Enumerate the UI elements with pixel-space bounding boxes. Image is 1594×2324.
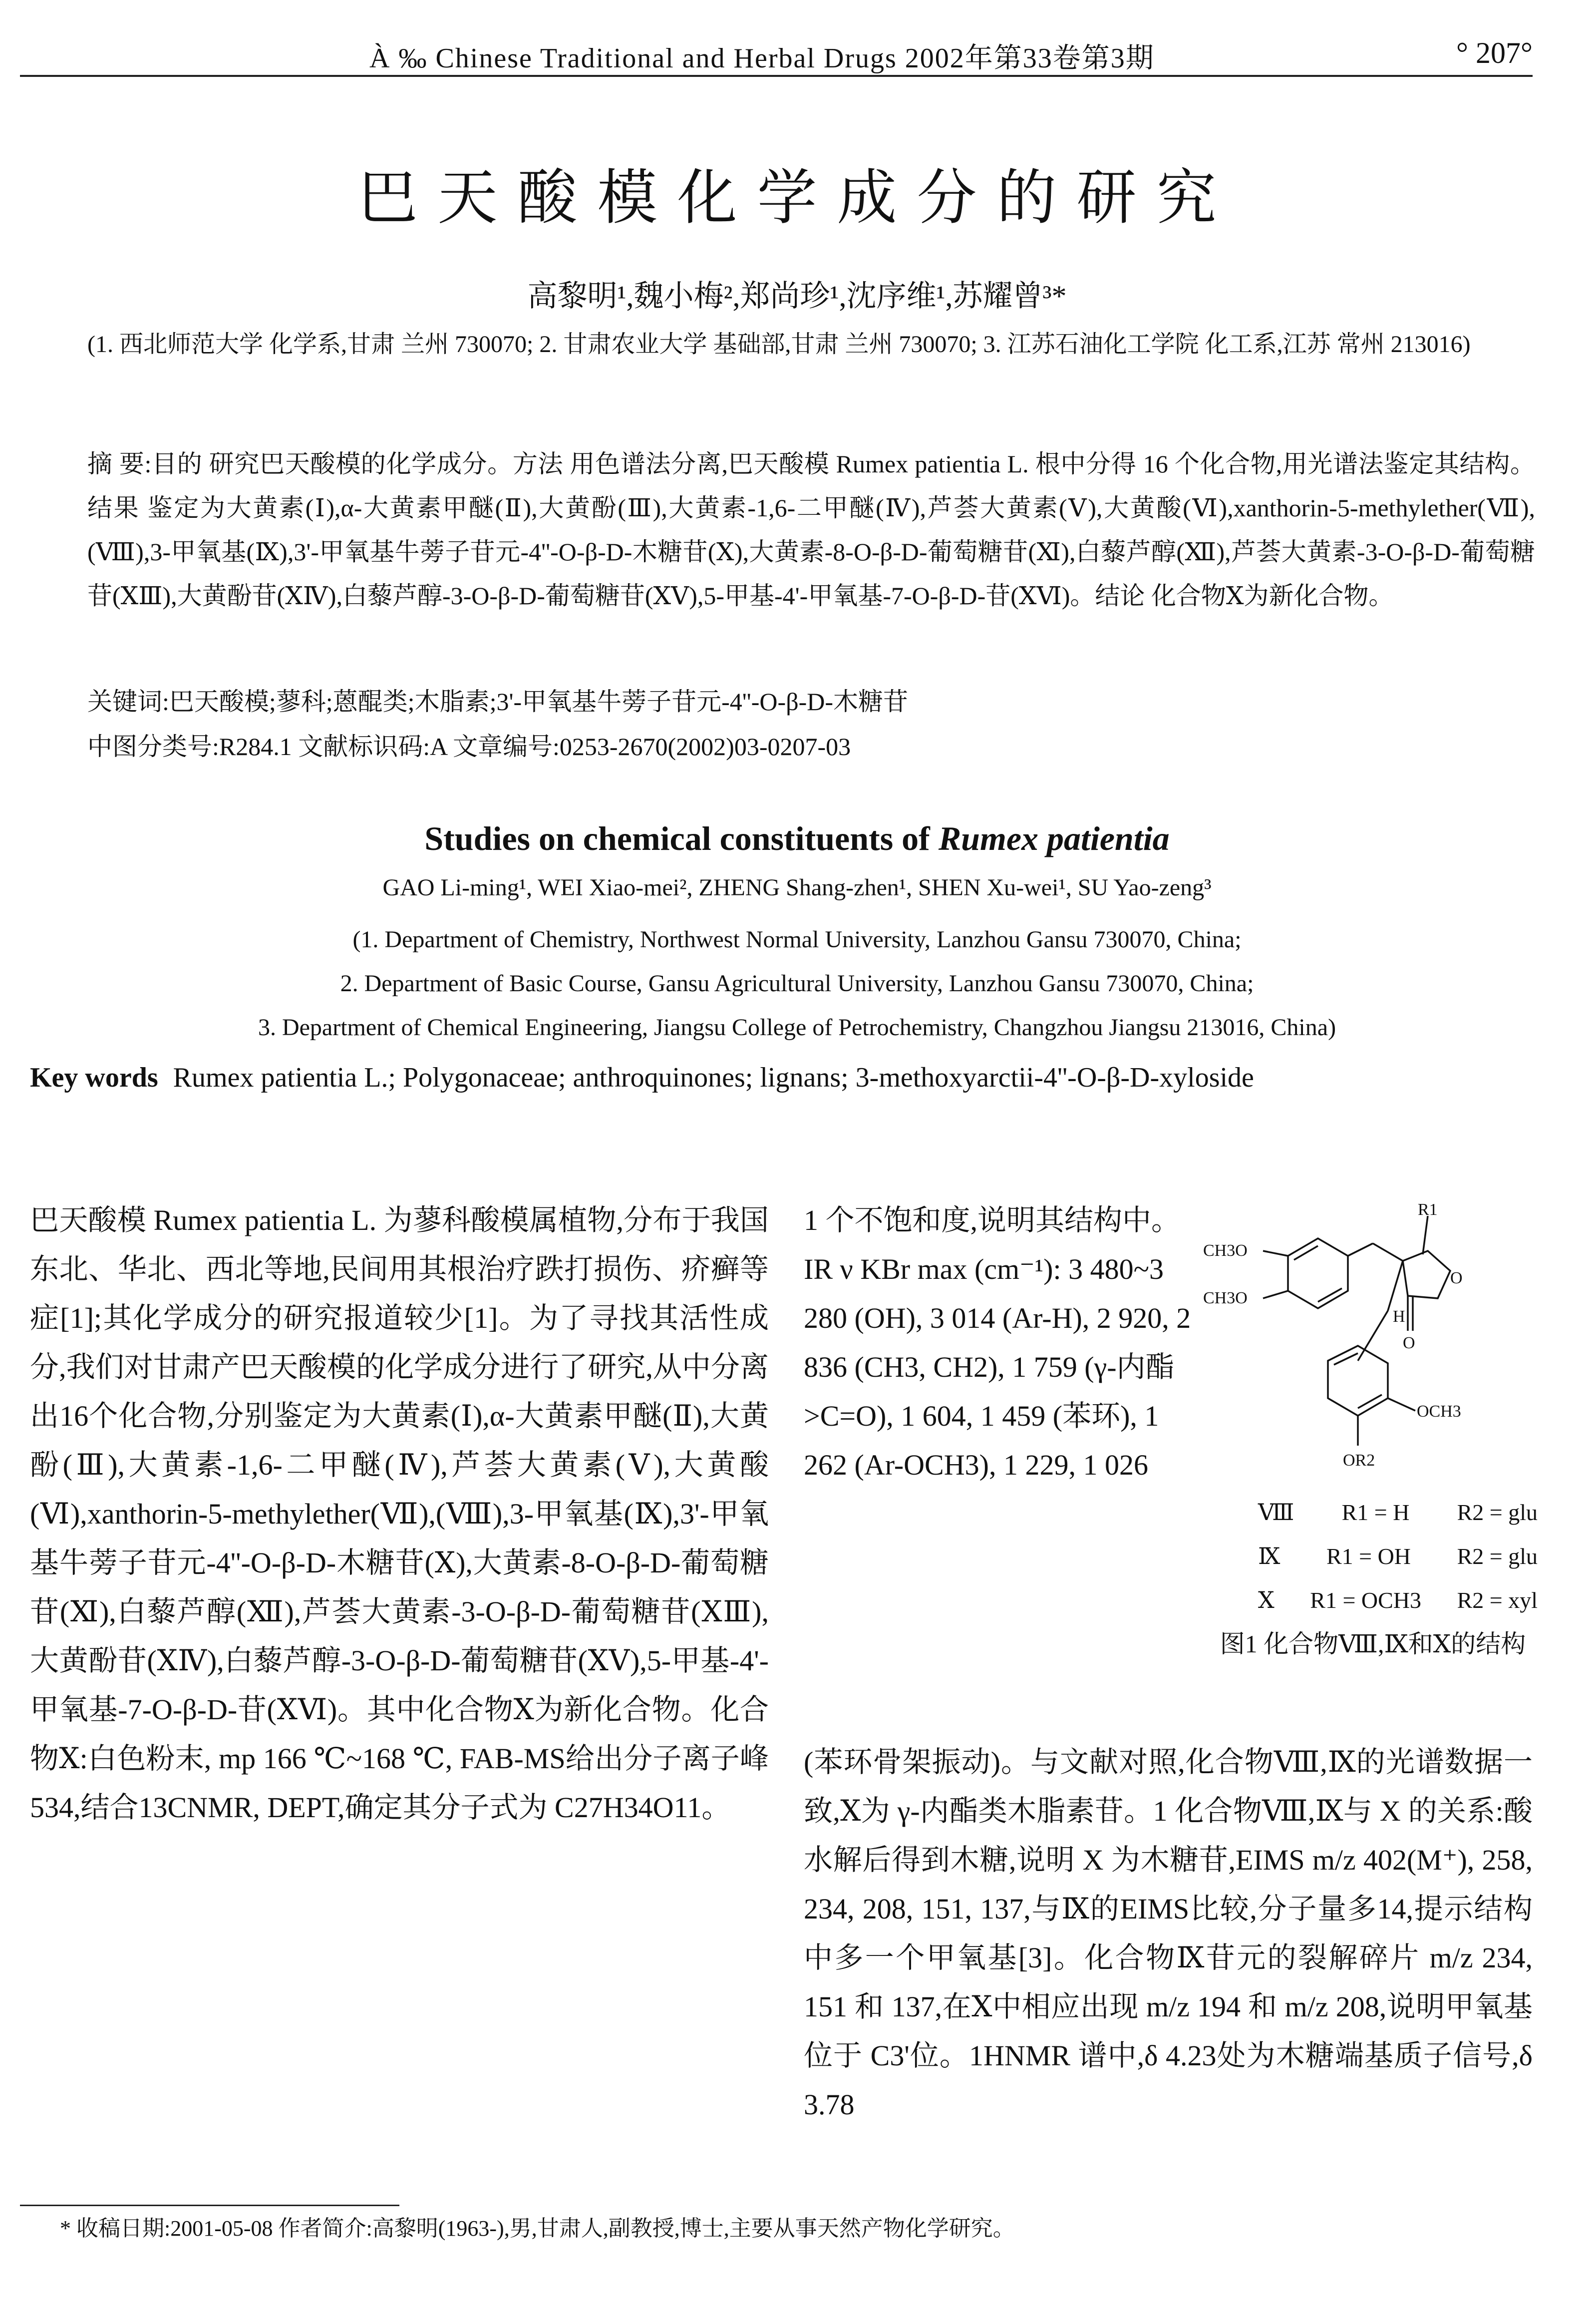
affiliations-en bbox=[0, 918, 1594, 1050]
body-column-right-top: 1 个不饱和度,说明其结构中。IR ν KBr max (cm⁻¹): 3 480~3 280 (OH), 3 014 (Ar-H), 2 920, 2 836 (CH3, CH2), 1 759 (γ-内酯 >C=O), 1 604, 1 459 (苯环), 1 262 (Ar-OCH3), 1 229, 1 026 bbox=[804, 1204, 1191, 1481]
title-en-species: Rumex patientia bbox=[938, 819, 1170, 857]
keywords-text: Rumex patientia L.; Polygonaceae; anthroquinones; lignans; 3-methoxyarctii-4''-O-β-D-xyloside bbox=[173, 1062, 1254, 1093]
body-column-right-bottom: (苯环骨架振动)。与文献对照,化合物Ⅷ,Ⅸ的光谱数据一致,Ⅹ为 γ-内酯类木脂素苷。1 化合物Ⅷ,Ⅸ与 X 的关系:酸水解后得到木糖,说明 X 为木糖苷,EIMS m/z 402(M⁺), 258, 234, 208, 151, 137,与Ⅸ的EIMS比较,分子量多14,提示结构中多一个甲氧基[3]。化合物Ⅸ苷元的裂解碎片 m/z 234, 151 和 137,在Ⅹ中相应出现 m/z 194 和 m/z 208,说明甲氧基位于 C3'位。1HNMR 谱中,δ 4.23处为木糖端基质子信号,δ 3.78 bbox=[804, 1746, 1533, 2121]
footnote: * 收稿日期:2001-05-08 作者简介:高黎明(1963-),男,甘肃人,副教授,博士,主要从事天然产物化学研究。 bbox=[60, 2216, 1015, 2241]
affiliations-zh: (1. 西北师范大学 化学系,甘肃 兰州 730070; 2. 甘肃农业大学 基础部,甘肃 兰州 730070; 3. 江苏石油化工学院 化工系,江苏 常州 213016) bbox=[87, 331, 1471, 358]
affiliation-1: (1. Department of Chemistry, Northwest Normal University, Lanzhou Gansu 730070, China; bbox=[352, 926, 1242, 953]
keywords-label: Key words bbox=[30, 1062, 158, 1093]
label-ch3o-2: CH3O bbox=[1203, 1289, 1248, 1307]
label-och3: OCH3 bbox=[1417, 1402, 1461, 1421]
authors-zh: 高黎明¹,魏小梅²,郑尚珍¹,沈序维¹,苏耀曾³* bbox=[527, 280, 1067, 313]
abstract-zh: 摘 要:目的 研究巴天酸模的化学成分。方法 用色谱法分离,巴天酸模 Rumex patientia L. 根中分得 16 个化合物,用光谱法鉴定其结构。结果 鉴定为大黄素(Ⅰ),α-大黄素甲醚(Ⅱ),大黄酚(Ⅲ),大黄素-1,6-二甲醚(Ⅳ),芦荟大黄素(Ⅴ),大黄酸(Ⅵ),xanthorin-5-methylether(Ⅶ),(Ⅷ),3-甲氧基(Ⅸ),3'-甲氧基牛蒡子苷元-4''-O-β-D-木糖苷(Ⅹ),大黄素-8-O-β-D-葡萄糖苷(Ⅺ),白藜芦醇(Ⅻ),芦荟大黄素-3-O-β-D-葡萄糖苷(ⅩⅢ),大黄酚苷(ⅩⅣ),白藜芦醇-3-O-β-D-葡萄糖苷(ⅩⅤ),5-甲基-4'-甲氧基-7-O-β-D-苷(ⅩⅥ)。结论 化合物Ⅹ为新化合物。 bbox=[87, 450, 1535, 610]
journal-citation: À ‰ Chinese Traditional and Herbal Drugs 2002年第33卷第3期 bbox=[369, 43, 1155, 74]
label-ch3o-1: CH3O bbox=[1203, 1241, 1248, 1260]
article-title-en bbox=[0, 819, 1594, 858]
keywords-zh: 关键词:巴天酸模;蓼科;蒽醌类;木脂素;3'-甲氧基牛蒡子苷元-4''-O-β-D-木糖苷 bbox=[87, 688, 909, 716]
authors-en: GAO Li-ming¹, WEI Xiao-mei², ZHENG Shang-zhen¹, SHEN Xu-wei¹, SU Yao-zeng³ bbox=[382, 874, 1212, 901]
page-number: ° 207° bbox=[1456, 36, 1533, 69]
label-r1: R1 bbox=[1418, 1200, 1438, 1219]
legend-row: Ⅸ R1 = OH R2 = glu bbox=[1258, 1544, 1538, 1569]
affiliation-3: 3. Department of Chemical Engineering, Jiangsu College of Petrochemistry, Changzhou Jiangsu 213016, China) bbox=[258, 1014, 1336, 1041]
legend-row: Ⅹ R1 = OCH3 R2 = xyl bbox=[1258, 1587, 1538, 1613]
lower-aromatic-ring bbox=[1328, 1346, 1388, 1416]
label-ring-o: O bbox=[1450, 1269, 1463, 1287]
affiliation-2: 2. Department of Basic Course, Gansu Agricultural University, Lanzhou Gansu 730070, China; bbox=[340, 970, 1254, 997]
body-column-left: 巴天酸模 Rumex patientia L. 为蓼科酸模属植物,分布于我国东北、华北、西北等地,民间用其根治疗跌打损伤、疥癣等症[1];其化学成分的研究报道较少[1]。为了寻找其活性成分,我们对甘肃产巴天酸模的化学成分进行了研究,从中分离出16个化合物,分别鉴定为大黄素(Ⅰ),α-大黄素甲醚(Ⅱ),大黄酚(Ⅲ),大黄素-1,6-二甲醚(Ⅳ),芦荟大黄素(Ⅴ),大黄酸(Ⅵ),xanthorin-5-methylether(Ⅶ),(Ⅷ),3-甲氧基(Ⅸ),3'-甲氧基牛蒡子苷元-4''-O-β-D-木糖苷(Ⅹ),大黄素-8-O-β-D-葡萄糖苷(Ⅺ),白藜芦醇(Ⅻ),芦荟大黄素-3-O-β-D-葡萄糖苷(ⅩⅢ),大黄酚苷(ⅩⅣ),白藜芦醇-3-O-β-D-葡萄糖苷(ⅩⅤ),5-甲基-4'-甲氧基-7-O-β-D-苷(ⅩⅥ)。其中化合物Ⅹ为新化合物。化合物Ⅹ:白色粉末, mp 166 ℃~168 ℃, FAB-MS给出分子离子峰 534,结合13CNMR, DEPT,确定其分子式为 C27H34O11。 bbox=[30, 1204, 769, 1824]
legend-row: Ⅷ R1 = H R2 = glu bbox=[1258, 1500, 1538, 1525]
substituent-legend bbox=[1258, 1491, 1538, 1622]
label-carbonyl-o: O bbox=[1403, 1334, 1415, 1352]
upper-aromatic-ring bbox=[1288, 1238, 1348, 1308]
classification-codes: 中图分类号:R284.1 文献标识码:A 文章编号:0253-2670(2002)03-0207-03 bbox=[87, 733, 851, 761]
keywords-en bbox=[30, 1054, 1543, 1102]
title-en-text: Studies on chemical constituents of bbox=[424, 819, 939, 857]
article-title-zh: 巴天酸模化学成分的研究 bbox=[357, 165, 1237, 231]
label-or2: OR2 bbox=[1343, 1451, 1375, 1470]
lactone-ring bbox=[1403, 1251, 1450, 1298]
running-header bbox=[20, 25, 1533, 77]
figure-caption: 图1 化合物Ⅷ,Ⅸ和Ⅹ的结构 bbox=[1220, 1630, 1526, 1658]
label-h: H bbox=[1393, 1307, 1405, 1326]
footnote-rule bbox=[20, 2205, 399, 2206]
